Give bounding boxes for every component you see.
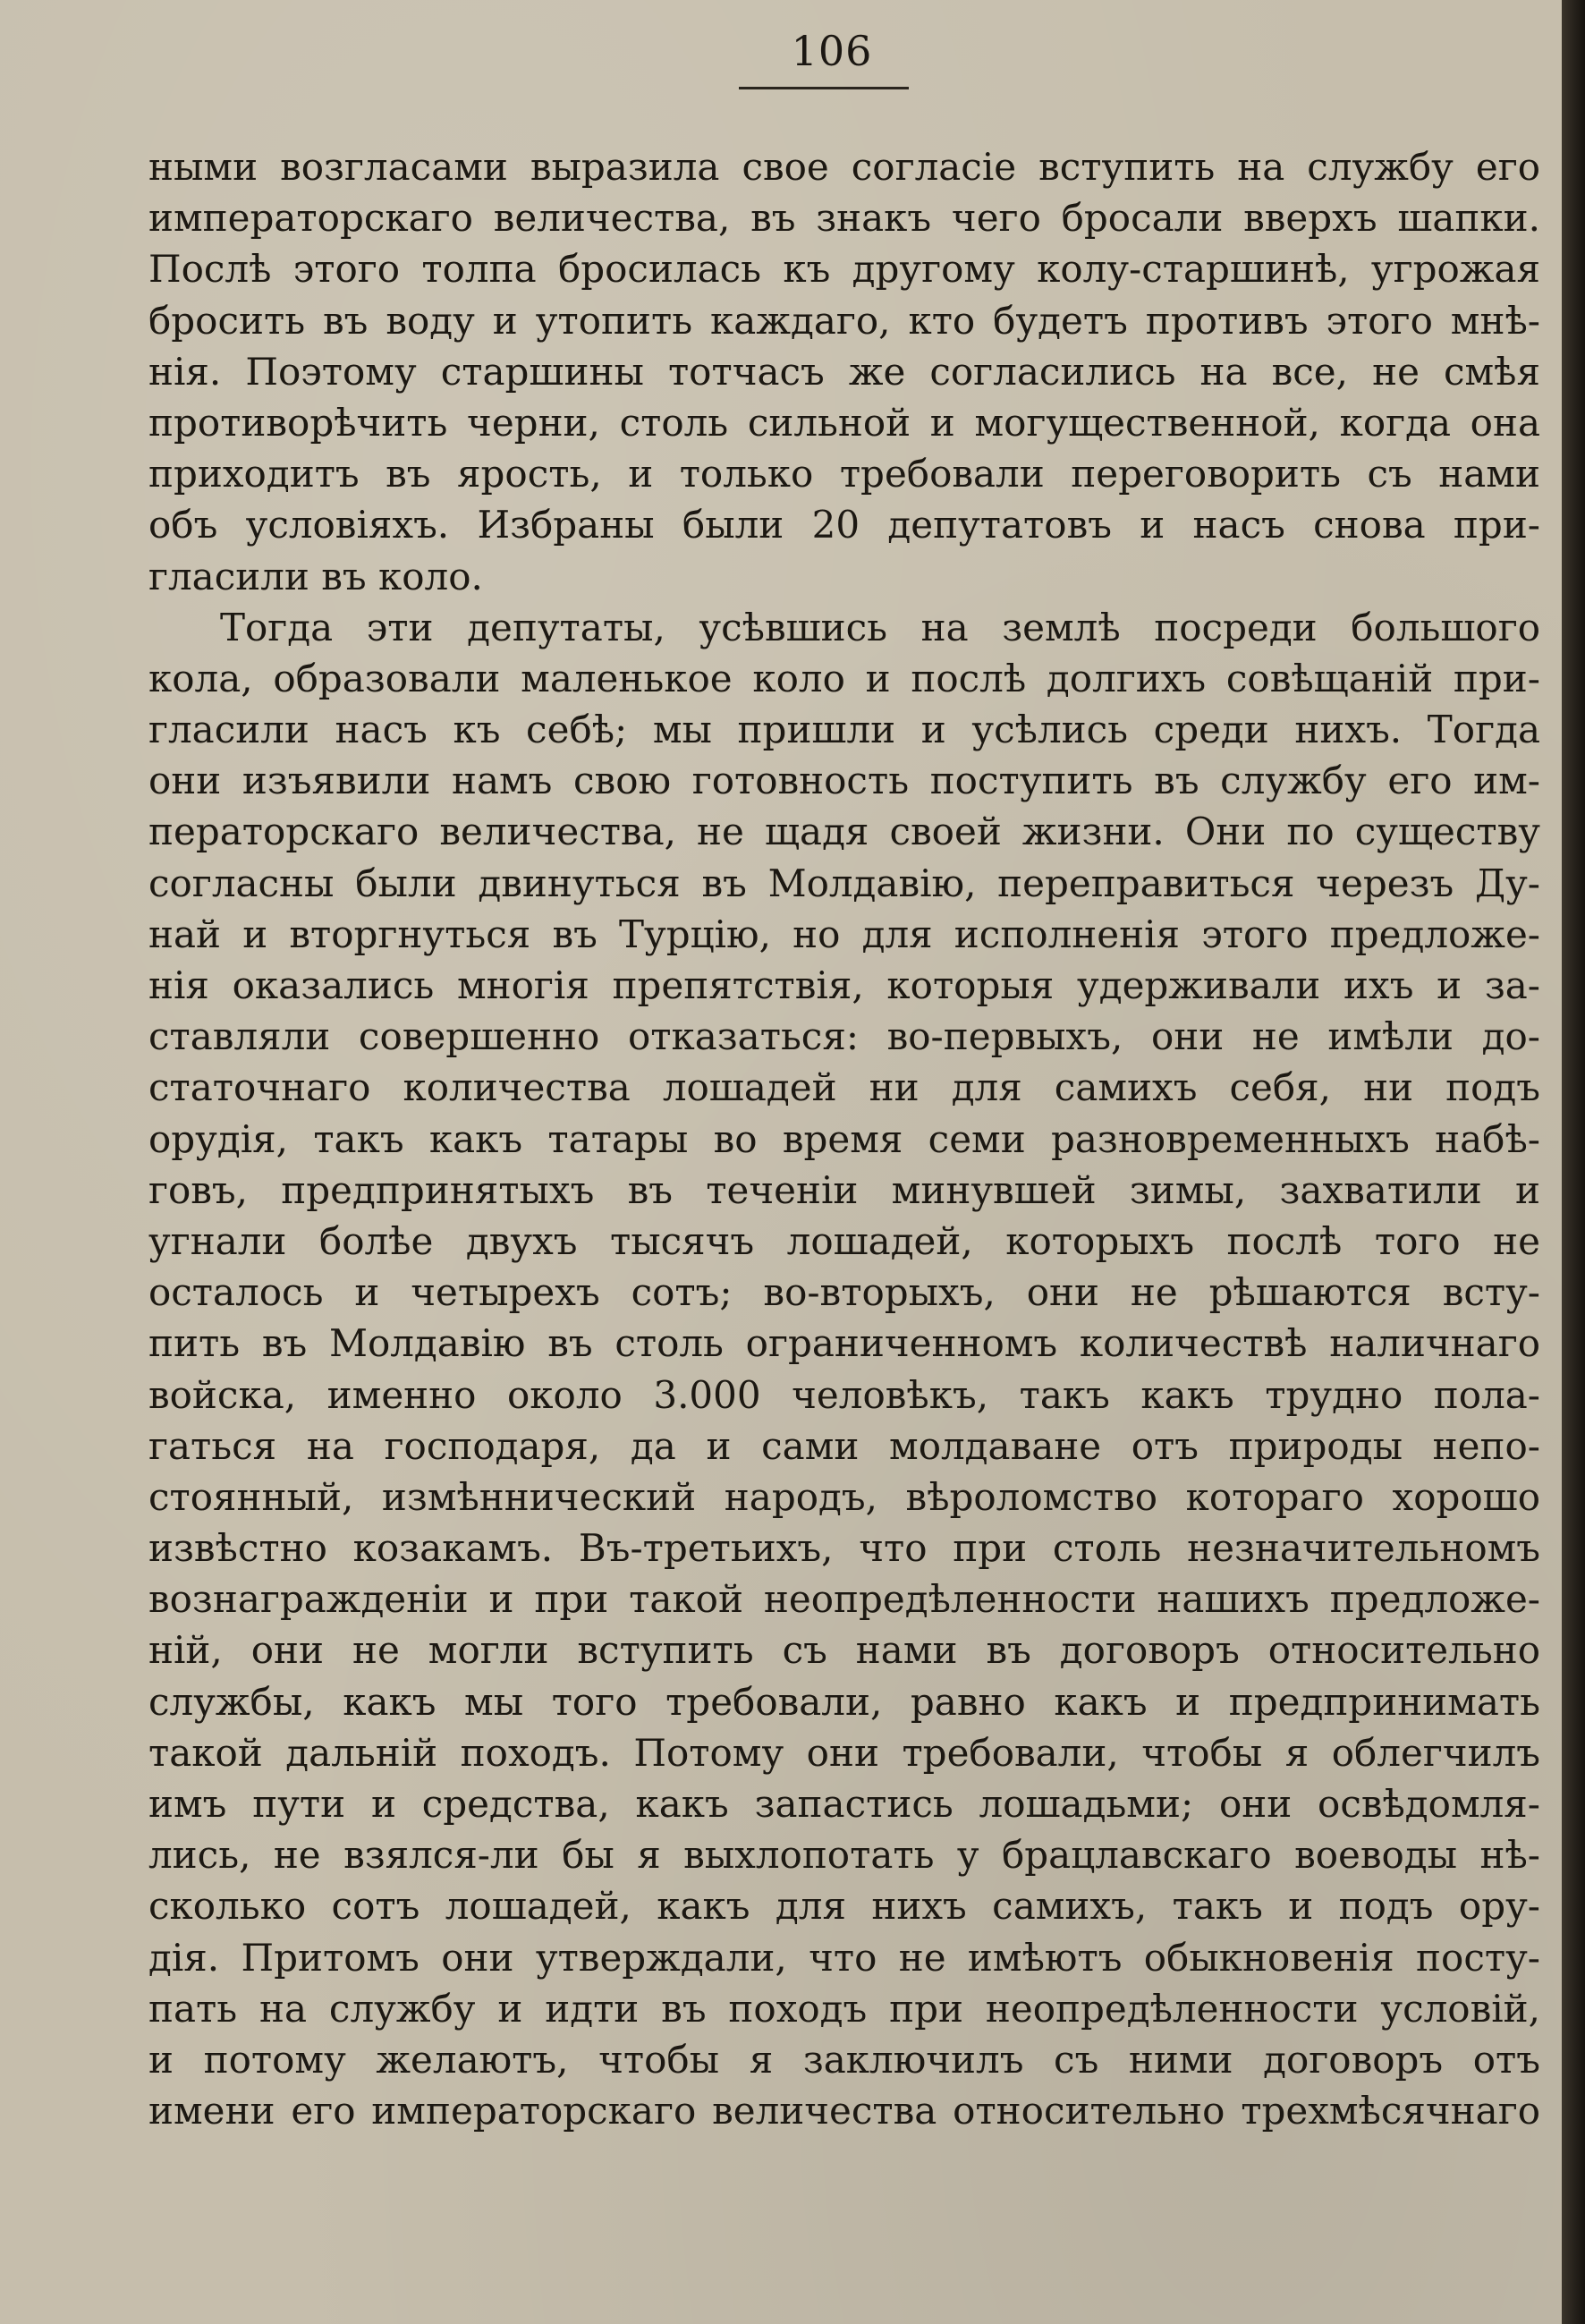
text-line: объ условіяхъ. Избраны были 20 депутатовъ и насъ снова при- — [148, 503, 1540, 547]
text-line: лись, не взялся-ли бы я выхлопотать у брацлавскаго воеводы нѣ- — [148, 1833, 1540, 1878]
text-line: Послѣ этого толпа бросилась къ другому колу-старшинѣ, угрожая — [148, 247, 1540, 292]
text-line: имъ пути и средства, какъ запастись лошадьми; они освѣдомля- — [148, 1782, 1540, 1826]
text-line: войска, именно около 3.000 человѣкъ, такъ какъ трудно пола- — [148, 1372, 1540, 1417]
text-line: най и вторгнуться въ Турцію, но для исполненія этого предложе- — [148, 912, 1540, 956]
text-line: императорскаго величества, въ знакъ чего бросали вверхъ шапки. — [148, 196, 1540, 241]
paragraph-first-line: Тогда эти депутаты, усѣвшись на землѣ посреди большого — [220, 605, 1540, 649]
text-line: имени его императорскаго величества относительно трехмѣсячнаго — [148, 2089, 1540, 2133]
text-line: бросить въ воду и утопить каждаго, кто будетъ противъ этого мнѣ- — [148, 298, 1540, 343]
text-line: стоянный, измѣннический народъ, вѣроломство котораго хорошо — [148, 1474, 1540, 1519]
text-line: гаться на господаря, да и сами молдаване отъ природы непо- — [148, 1423, 1540, 1468]
text-line: сколько сотъ лошадей, какъ для нихъ самихъ, такъ и подъ ору- — [148, 1884, 1540, 1929]
text-line: нія оказались многія препятствія, которыя удерживали ихъ и за- — [148, 963, 1540, 1007]
header-rule — [739, 87, 909, 89]
text-line: ній, они не могли вступить съ нами въ договоръ относительно — [148, 1628, 1540, 1673]
text-line: статочнаго количества лошадей ни для самихъ себя, ни подъ — [148, 1065, 1540, 1110]
text-line: угнали болѣе двухъ тысячъ лошадей, которыхъ послѣ того не — [148, 1218, 1540, 1263]
text-line: извѣстно козакамъ. Въ-третьихъ, что при столь незначительномъ — [148, 1526, 1540, 1571]
text-line: говъ, предпринятыхъ въ теченіи минувшей зимы, захватили и — [148, 1167, 1540, 1212]
body-text — [148, 141, 1540, 2136]
text-line: осталось и четырехъ сотъ; во-вторыхъ, они не рѣшаются всту- — [148, 1270, 1540, 1315]
text-line: они изъявили намъ свою готовность поступить въ службу его им- — [148, 759, 1540, 803]
text-line: службы, какъ мы того требовали, равно какъ и предпринимать — [148, 1679, 1540, 1724]
text-line: приходитъ въ ярость, и только требовали переговорить съ нами — [148, 452, 1540, 496]
text-line: кола, образовали маленькое коло и послѣ долгихъ совѣщаній при- — [148, 656, 1540, 700]
text-line: такой дальній походъ. Потому они требовали, чтобы я облегчилъ — [148, 1730, 1540, 1775]
text-line: орудія, такъ какъ татары во время семи разновременныхъ набѣ- — [148, 1116, 1540, 1161]
text-line: пать на службу и идти въ походъ при неопредѣленности условій, — [148, 1986, 1540, 2031]
text-line: гласили насъ къ себѣ; мы пришли и усѣлись среди нихъ. Тогда — [148, 708, 1540, 752]
text-line: согласны были двинуться въ Молдавію, переправиться черезъ Ду- — [148, 861, 1540, 905]
page-number: 106 — [791, 27, 873, 75]
text-line: ными возгласами выразила свое согласіе вступить на службу его — [148, 145, 1540, 189]
text-line: ставляли совершенно отказаться: во-первыхъ, они не имѣли до- — [148, 1014, 1540, 1059]
text-line: пить въ Молдавію въ столь ограниченномъ количествѣ наличнаго — [148, 1321, 1540, 1366]
text-line: дія. Притомъ они утверждали, что не имѣютъ обыкновенія посту- — [148, 1935, 1540, 1980]
text-line: и потому желаютъ, чтобы я заключилъ съ ними договоръ отъ — [148, 2037, 1540, 2082]
text-line: нія. Поэтому старшины тотчасъ же согласились на все, не смѣя — [148, 349, 1540, 394]
text-line: гласили въ коло. — [148, 554, 483, 598]
text-line: вознагражденіи и при такой неопредѣленности нашихъ предложе- — [148, 1577, 1540, 1622]
text-line: ператорскаго величества, не щадя своей жизни. Они по существу — [148, 810, 1540, 854]
page-edge-shadow — [1562, 0, 1585, 2324]
text-line: противорѣчить черни, столь сильной и могущественной, когда она — [148, 400, 1540, 445]
